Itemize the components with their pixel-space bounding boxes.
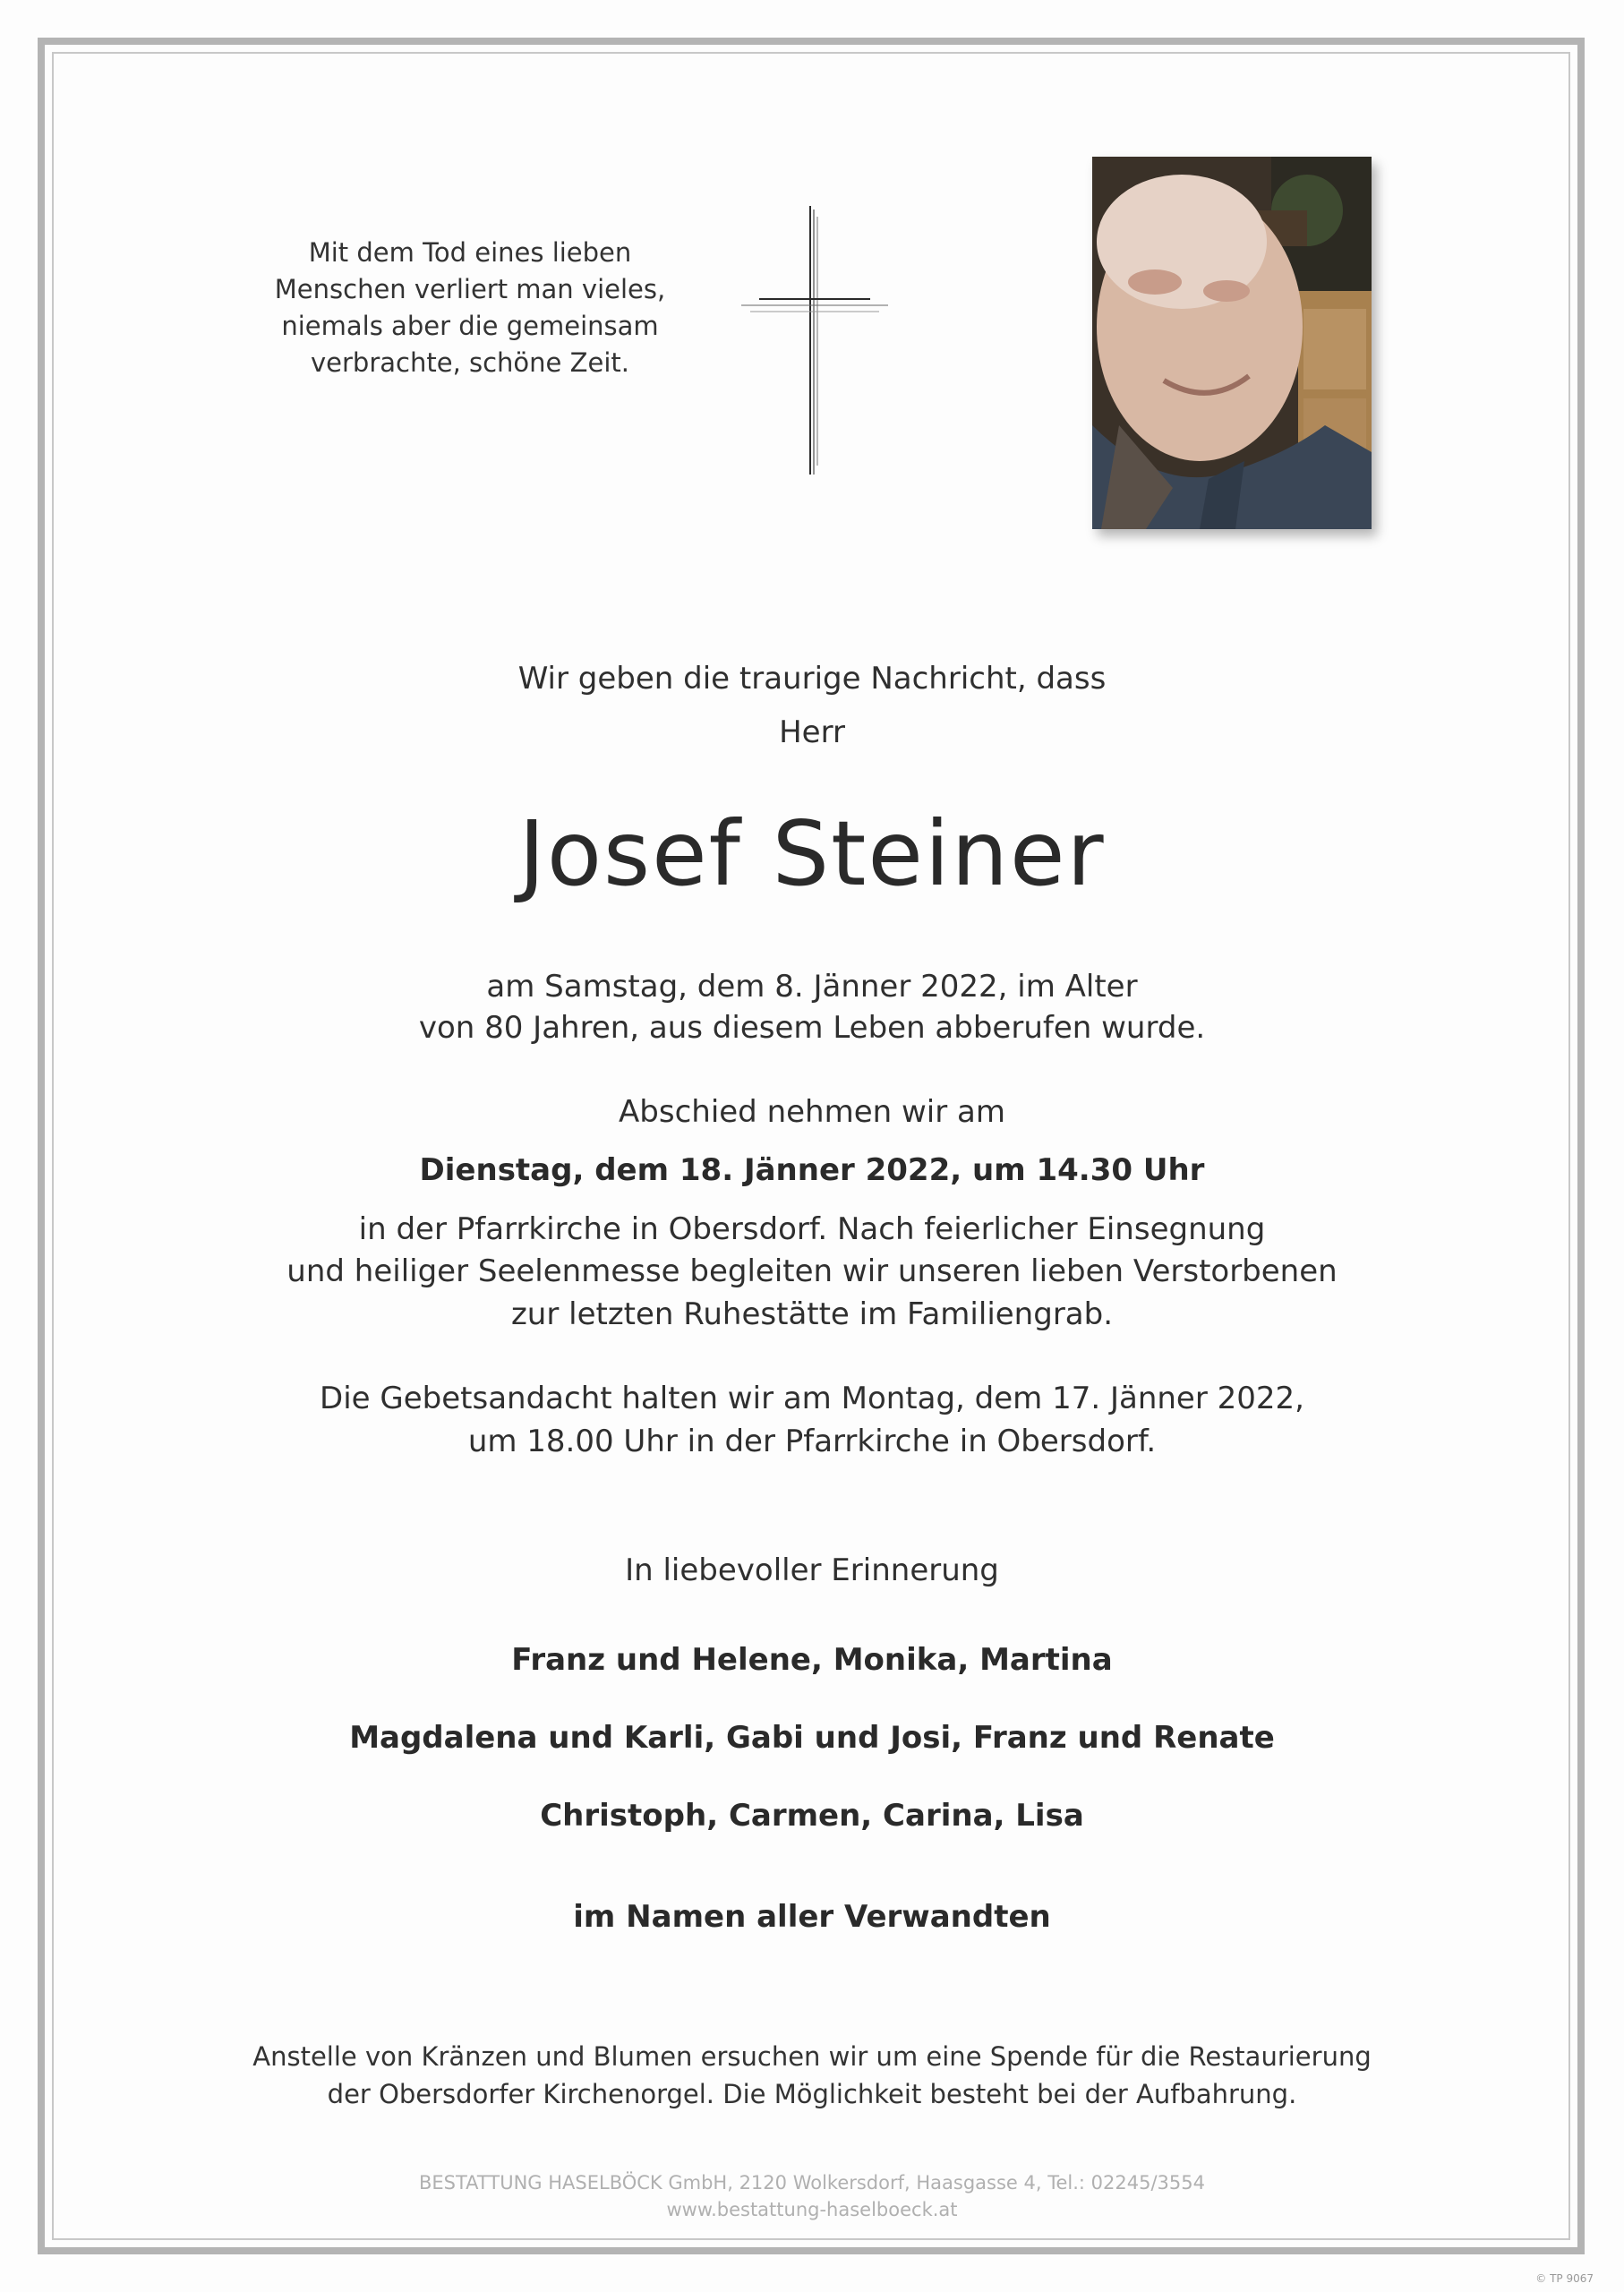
footer-company: BESTATTUNG HASELBÖCK GmbH, 2120 Wolkersdorf, Haasgasse 4, Tel.: 02245/3554 [418,2172,1205,2194]
prayer-line: um 18.00 Uhr in der Pfarrkirche in Obersdorf. [467,1424,1157,1459]
farewell-line: und heiliger Seelenmesse begleiten wir unseren lieben Verstorbenen [286,1253,1338,1289]
farewell-date: Dienstag, dem 18. Jänner 2022, um 14.30 Uhr [419,1152,1205,1188]
announcement-intro: Wir geben die traurige Nachricht, dass [517,661,1107,697]
farewell-intro: Abschied nehmen wir am [619,1094,1005,1130]
prayer-line: Die Gebetsandacht halten wir am Montag, dem 17. Jänner 2022, [320,1381,1304,1416]
mourners-line: Christoph, Carmen, Carina, Lisa [540,1798,1084,1834]
quote-line: Menschen verliert man vieles, [274,274,666,304]
print-code: © TP 9067 [1535,2272,1594,2285]
cross-icon [739,206,891,483]
salutation: Herr [779,714,845,750]
death-line: am Samstag, dem 8. Jänner 2022, im Alter [486,969,1138,1005]
donation-line: der Obersdorfer Kirchenorgel. Die Möglichkeit besteht bei der Aufbahrung. [327,2079,1297,2109]
deceased-name: Josef Steiner [518,801,1106,906]
quote [260,235,680,381]
quote-line: Mit dem Tod eines lieben [308,237,632,268]
donation-line: Anstelle von Kränzen und Blumen ersuchen wir um eine Spende für die Restaurierung [252,2041,1372,2072]
mourners-line: Franz und Helene, Monika, Martina [511,1642,1113,1678]
farewell-line: zur letzten Ruhestätte im Familiengrab. [510,1296,1114,1332]
quote-line: verbrachte, schöne Zeit. [311,347,629,378]
death-line: von 80 Jahren, aus diesem Leben abberufen wurde. [418,1010,1206,1046]
footer-website: www.bestattung-haselboeck.at [666,2199,958,2220]
quote-line: niemals aber die gemeinsam [281,311,659,341]
farewell-line: in der Pfarrkirche in Obersdorf. Nach feierlicher Einsegnung [358,1211,1266,1247]
portrait-photo [1092,157,1372,529]
mourners-intro: In liebevoller Erinnerung [625,1552,999,1588]
mourners-closing: im Namen aller Verwandten [573,1899,1051,1935]
mourners-line: Magdalena und Karli, Gabi und Josi, Franz und Renate [349,1720,1275,1756]
